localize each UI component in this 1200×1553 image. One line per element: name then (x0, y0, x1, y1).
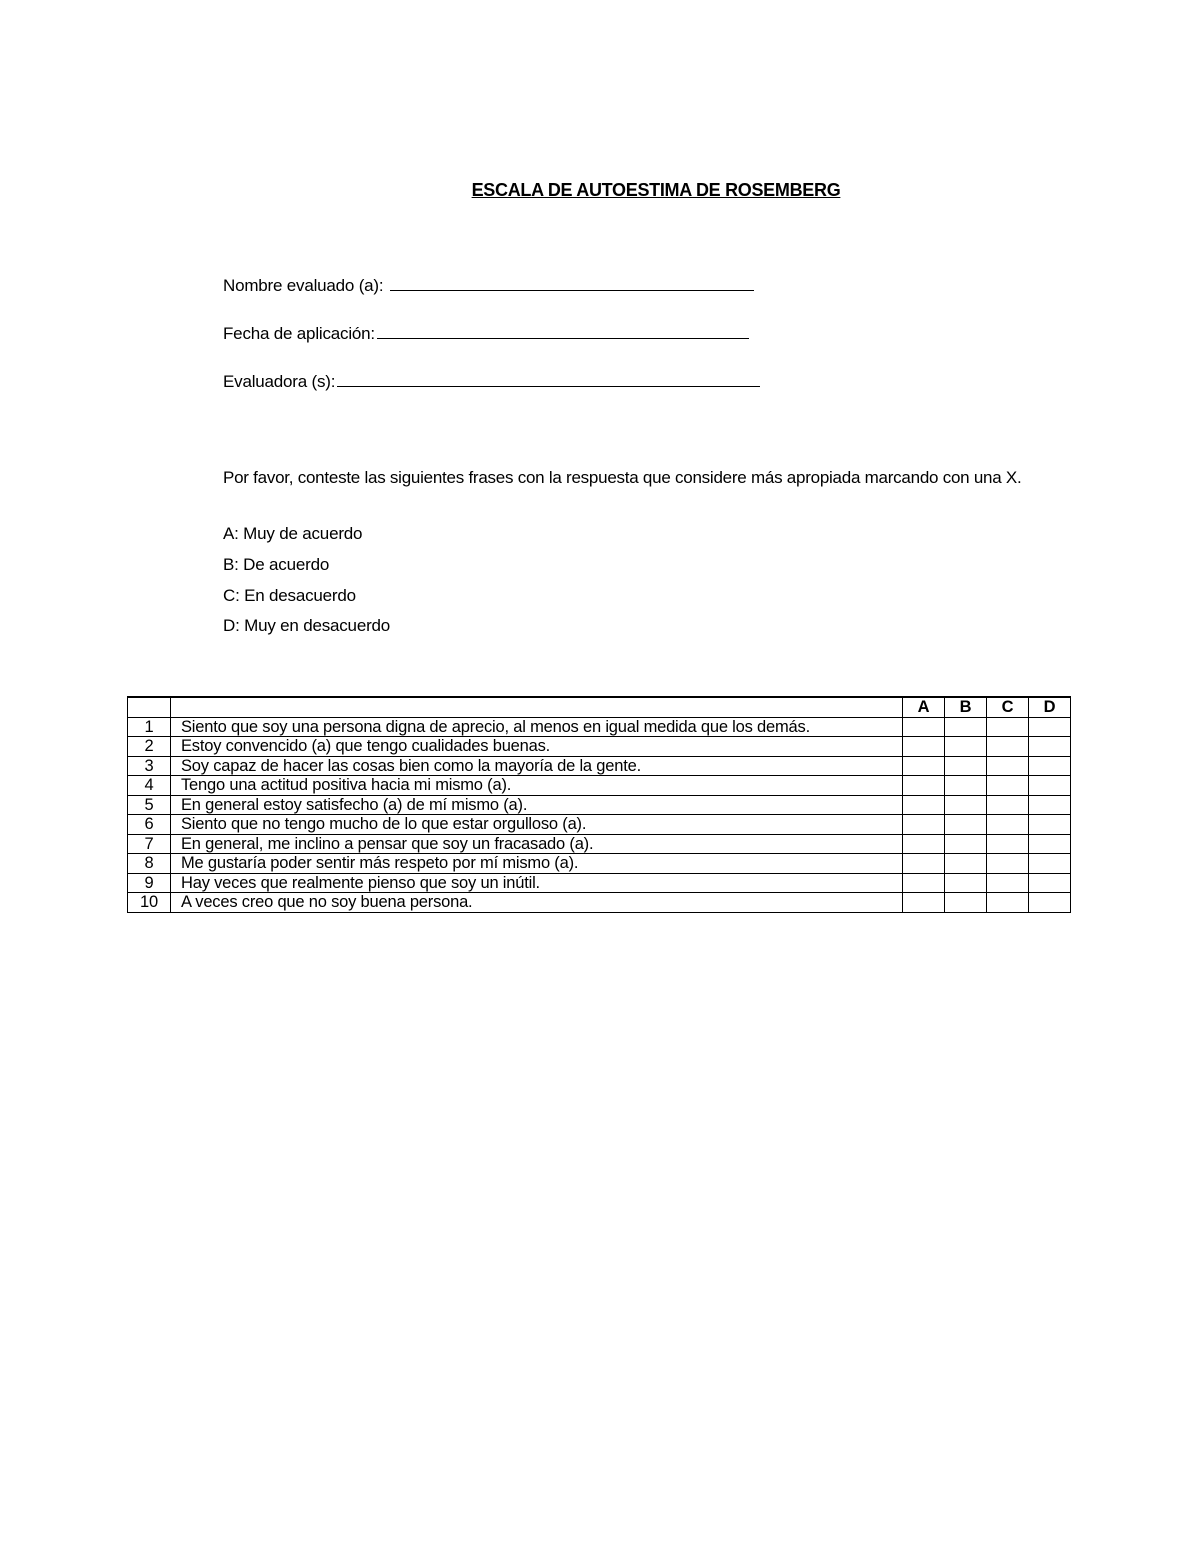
table-row (128, 815, 1071, 835)
answer-cell-c[interactable] (987, 834, 1029, 854)
answer-cell-c[interactable] (987, 776, 1029, 796)
answer-cell-d[interactable] (1029, 854, 1071, 874)
item-number: 9 (128, 873, 171, 893)
item-statement: A veces creo que no soy buena persona. (171, 893, 903, 913)
answer-cell-a[interactable] (903, 776, 945, 796)
item-statement: Me gustaría poder sentir más respeto por mí mismo (a). (171, 854, 903, 874)
answer-cell-b[interactable] (945, 873, 987, 893)
answer-cell-d[interactable] (1029, 717, 1071, 737)
answer-cell-d[interactable] (1029, 737, 1071, 757)
answer-cell-b[interactable] (945, 893, 987, 913)
item-number: 8 (128, 854, 171, 874)
legend-item-c: C: En desacuerdo (223, 586, 356, 605)
name-field[interactable] (223, 276, 754, 296)
item-statement: Tengo una actitud positiva hacia mi mismo (a). (171, 776, 903, 796)
answer-cell-b[interactable] (945, 795, 987, 815)
answer-cell-a[interactable] (903, 834, 945, 854)
item-number: 4 (128, 776, 171, 796)
table-row (128, 795, 1071, 815)
header-option-a: A (903, 697, 945, 717)
answer-cell-b[interactable] (945, 717, 987, 737)
answer-cell-a[interactable] (903, 756, 945, 776)
answer-cell-b[interactable] (945, 756, 987, 776)
answer-cell-c[interactable] (987, 815, 1029, 835)
table-row (128, 873, 1071, 893)
evaluator-field-line[interactable] (337, 385, 760, 387)
answer-cell-a[interactable] (903, 717, 945, 737)
answer-cell-c[interactable] (987, 717, 1029, 737)
item-number: 7 (128, 834, 171, 854)
date-field-line[interactable] (377, 337, 749, 339)
answer-cell-d[interactable] (1029, 834, 1071, 854)
item-number: 6 (128, 815, 171, 835)
item-statement: Siento que no tengo mucho de lo que estar orgulloso (a). (171, 815, 903, 835)
answer-cell-d[interactable] (1029, 873, 1071, 893)
table-row (128, 893, 1071, 913)
table-row (128, 756, 1071, 776)
item-statement: Hay veces que realmente pienso que soy un inútil. (171, 873, 903, 893)
answer-cell-c[interactable] (987, 893, 1029, 913)
legend-item-b: B: De acuerdo (223, 555, 330, 574)
item-statement: En general estoy satisfecho (a) de mí mismo (a). (171, 795, 903, 815)
answer-cell-c[interactable] (987, 737, 1029, 757)
table-row (128, 737, 1071, 757)
date-field[interactable] (223, 324, 749, 344)
answer-cell-d[interactable] (1029, 893, 1071, 913)
item-number: 2 (128, 737, 171, 757)
name-field-line[interactable] (390, 289, 754, 291)
evaluator-field[interactable] (223, 372, 760, 392)
instructions-text: Por favor, conteste las siguientes frases con la respuesta que considere más apropiada marcando con una X. (223, 468, 1022, 487)
answer-cell-d[interactable] (1029, 756, 1071, 776)
date-field-label: Fecha de aplicación: (223, 324, 375, 343)
header-option-b: B (945, 697, 987, 717)
legend-item-d: D: Muy en desacuerdo (223, 616, 391, 635)
evaluator-field-label: Evaluadora (s): (223, 372, 336, 391)
answer-cell-b[interactable] (945, 854, 987, 874)
answer-cell-c[interactable] (987, 873, 1029, 893)
answer-cell-c[interactable] (987, 756, 1029, 776)
answer-cell-c[interactable] (987, 795, 1029, 815)
table-row (128, 854, 1071, 874)
answer-cell-a[interactable] (903, 815, 945, 835)
answer-cell-b[interactable] (945, 815, 987, 835)
answer-cell-a[interactable] (903, 854, 945, 874)
item-number: 1 (128, 717, 171, 737)
item-statement: En general, me inclino a pensar que soy un fracasado (a). (171, 834, 903, 854)
item-statement: Siento que soy una persona digna de aprecio, al menos en igual medida que los demás. (171, 717, 903, 737)
header-text-cell (171, 697, 903, 717)
legend-item-a: A: Muy de acuerdo (223, 524, 363, 543)
item-statement: Estoy convencido (a) que tengo cualidades buenas. (171, 737, 903, 757)
item-number: 3 (128, 756, 171, 776)
header-option-d: D (1029, 697, 1071, 717)
rosenberg-scale-table (127, 696, 1071, 913)
item-statement: Soy capaz de hacer las cosas bien como la mayoría de la gente. (171, 756, 903, 776)
header-num-cell (128, 697, 171, 717)
answer-cell-c[interactable] (987, 854, 1029, 874)
answer-cell-a[interactable] (903, 737, 945, 757)
header-option-c: C (987, 697, 1029, 717)
table-row (128, 717, 1071, 737)
item-number: 10 (128, 893, 171, 913)
answer-cell-b[interactable] (945, 834, 987, 854)
answer-cell-d[interactable] (1029, 776, 1071, 796)
table-header-row (128, 697, 1071, 717)
answer-cell-a[interactable] (903, 893, 945, 913)
answer-cell-a[interactable] (903, 795, 945, 815)
name-field-label: Nombre evaluado (a): (223, 276, 388, 295)
table-row (128, 834, 1071, 854)
answer-cell-b[interactable] (945, 737, 987, 757)
answer-cell-a[interactable] (903, 873, 945, 893)
page-title: ESCALA DE AUTOESTIMA DE ROSEMBERG (471, 180, 841, 200)
table-row (128, 776, 1071, 796)
answer-cell-d[interactable] (1029, 815, 1071, 835)
answer-cell-b[interactable] (945, 776, 987, 796)
item-number: 5 (128, 795, 171, 815)
answer-cell-d[interactable] (1029, 795, 1071, 815)
